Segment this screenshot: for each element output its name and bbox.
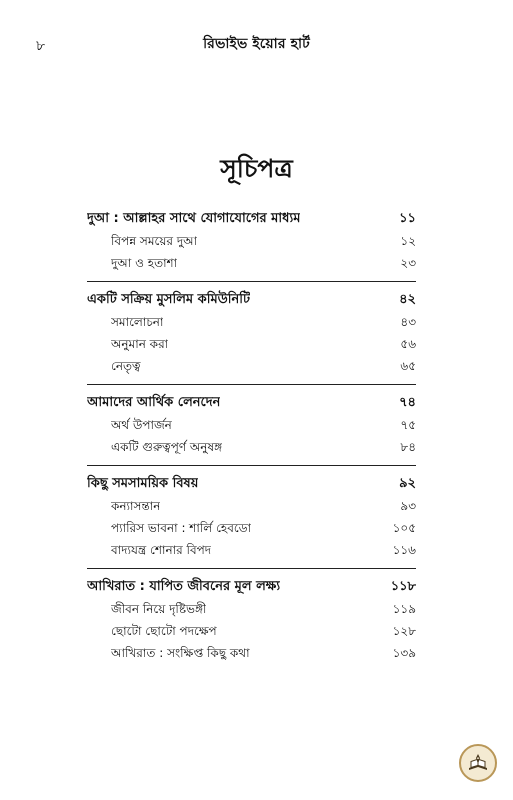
chapter-title: আমাদের আর্থিক লেনদেন bbox=[87, 395, 221, 410]
toc-section bbox=[87, 465, 416, 561]
publisher-logo bbox=[459, 744, 497, 782]
toc-subentry bbox=[87, 230, 416, 252]
toc-chapter-entry bbox=[87, 208, 416, 230]
chapter-title: একটি সক্রিয় মুসলিম কমিউনিটি bbox=[87, 292, 251, 307]
subentry-page-number: ৮৪ bbox=[400, 440, 416, 454]
subentry-page-number: ৬৫ bbox=[400, 359, 416, 373]
chapter-title: কিছু সমসাময়িক বিষয় bbox=[87, 476, 199, 491]
book-pen-emblem-icon bbox=[466, 751, 490, 775]
toc-subentry bbox=[87, 642, 416, 664]
toc-subentry bbox=[87, 495, 416, 517]
toc-subentry bbox=[87, 517, 416, 539]
subentry-title: বিপন্ন সময়ের দুআ bbox=[111, 234, 198, 248]
toc-subentry bbox=[87, 598, 416, 620]
subentry-page-number: ৯৩ bbox=[400, 499, 416, 513]
chapter-page-number: ১১৮ bbox=[390, 579, 416, 594]
toc-subentry bbox=[87, 436, 416, 458]
subentry-page-number: ৭৫ bbox=[400, 418, 416, 432]
subentry-page-number: ১২৮ bbox=[392, 624, 416, 638]
chapter-page-number: ৯২ bbox=[399, 476, 416, 491]
toc-subentry bbox=[87, 252, 416, 274]
subentry-title: নেতৃত্ব bbox=[111, 359, 141, 373]
subentry-title: ছোটো ছোটো পদক্ষেপ bbox=[111, 624, 217, 638]
subentry-page-number: ১০৫ bbox=[392, 521, 416, 535]
subentry-title: আখিরাত : সংক্ষিপ্ত কিছু কথা bbox=[111, 646, 250, 660]
subentry-page-number: ১২ bbox=[400, 234, 416, 248]
subentry-page-number: ৪৩ bbox=[400, 315, 416, 329]
subentry-title: কন্যাসন্তান bbox=[111, 499, 161, 513]
subentry-page-number: ১১৬ bbox=[392, 543, 416, 557]
running-header: রিভাইভ ইয়োর হার্ট bbox=[203, 36, 310, 52]
chapter-page-number: ১১ bbox=[399, 211, 416, 226]
chapter-title: দুআ : আল্লাহর সাথে যোগাযোগের মাধ্যম bbox=[87, 211, 301, 226]
subentry-title: একটি গুরুত্বপূর্ণ অনুষঙ্গ bbox=[111, 440, 223, 454]
subentry-title: বাদ্যযন্ত্র শোনার বিপদ bbox=[111, 543, 212, 557]
toc-chapter-entry bbox=[87, 289, 416, 311]
subentry-title: জীবন নিয়ে দৃষ্টিভঙ্গী bbox=[111, 602, 207, 616]
toc-section bbox=[87, 281, 416, 377]
toc-subentry bbox=[87, 311, 416, 333]
toc-chapter-entry bbox=[87, 473, 416, 495]
chapter-title: আখিরাত : যাপিত জীবনের মূল লক্ষ্য bbox=[87, 579, 281, 594]
toc-subentry bbox=[87, 414, 416, 436]
toc-section bbox=[87, 384, 416, 458]
toc-chapter-entry bbox=[87, 392, 416, 414]
subentry-page-number: ২৩ bbox=[400, 256, 416, 270]
toc-subentry bbox=[87, 333, 416, 355]
subentry-title: দুআ ও হতাশা bbox=[111, 256, 178, 270]
toc-section bbox=[87, 568, 416, 664]
chapter-page-number: ৪২ bbox=[399, 292, 416, 307]
subentry-title: অর্থ উপার্জন bbox=[111, 418, 172, 432]
toc-subentry bbox=[87, 355, 416, 377]
page-number: ৮ bbox=[36, 38, 46, 54]
table-of-contents bbox=[87, 208, 416, 671]
toc-section bbox=[87, 208, 416, 274]
chapter-page-number: ৭৪ bbox=[399, 395, 416, 410]
subentry-title: সমালোচনা bbox=[111, 315, 164, 329]
toc-subentry bbox=[87, 620, 416, 642]
toc-title: সূচিপত্র bbox=[220, 154, 293, 183]
toc-subentry bbox=[87, 539, 416, 561]
subentry-page-number: ১১৯ bbox=[392, 602, 416, 616]
subentry-title: অনুমান করা bbox=[111, 337, 169, 351]
subentry-page-number: ১৩৯ bbox=[392, 646, 416, 660]
toc-chapter-entry bbox=[87, 576, 416, 598]
subentry-title: প্যারিস ভাবনা : শার্লি হেবডো bbox=[111, 521, 252, 535]
subentry-page-number: ৫৬ bbox=[400, 337, 416, 351]
